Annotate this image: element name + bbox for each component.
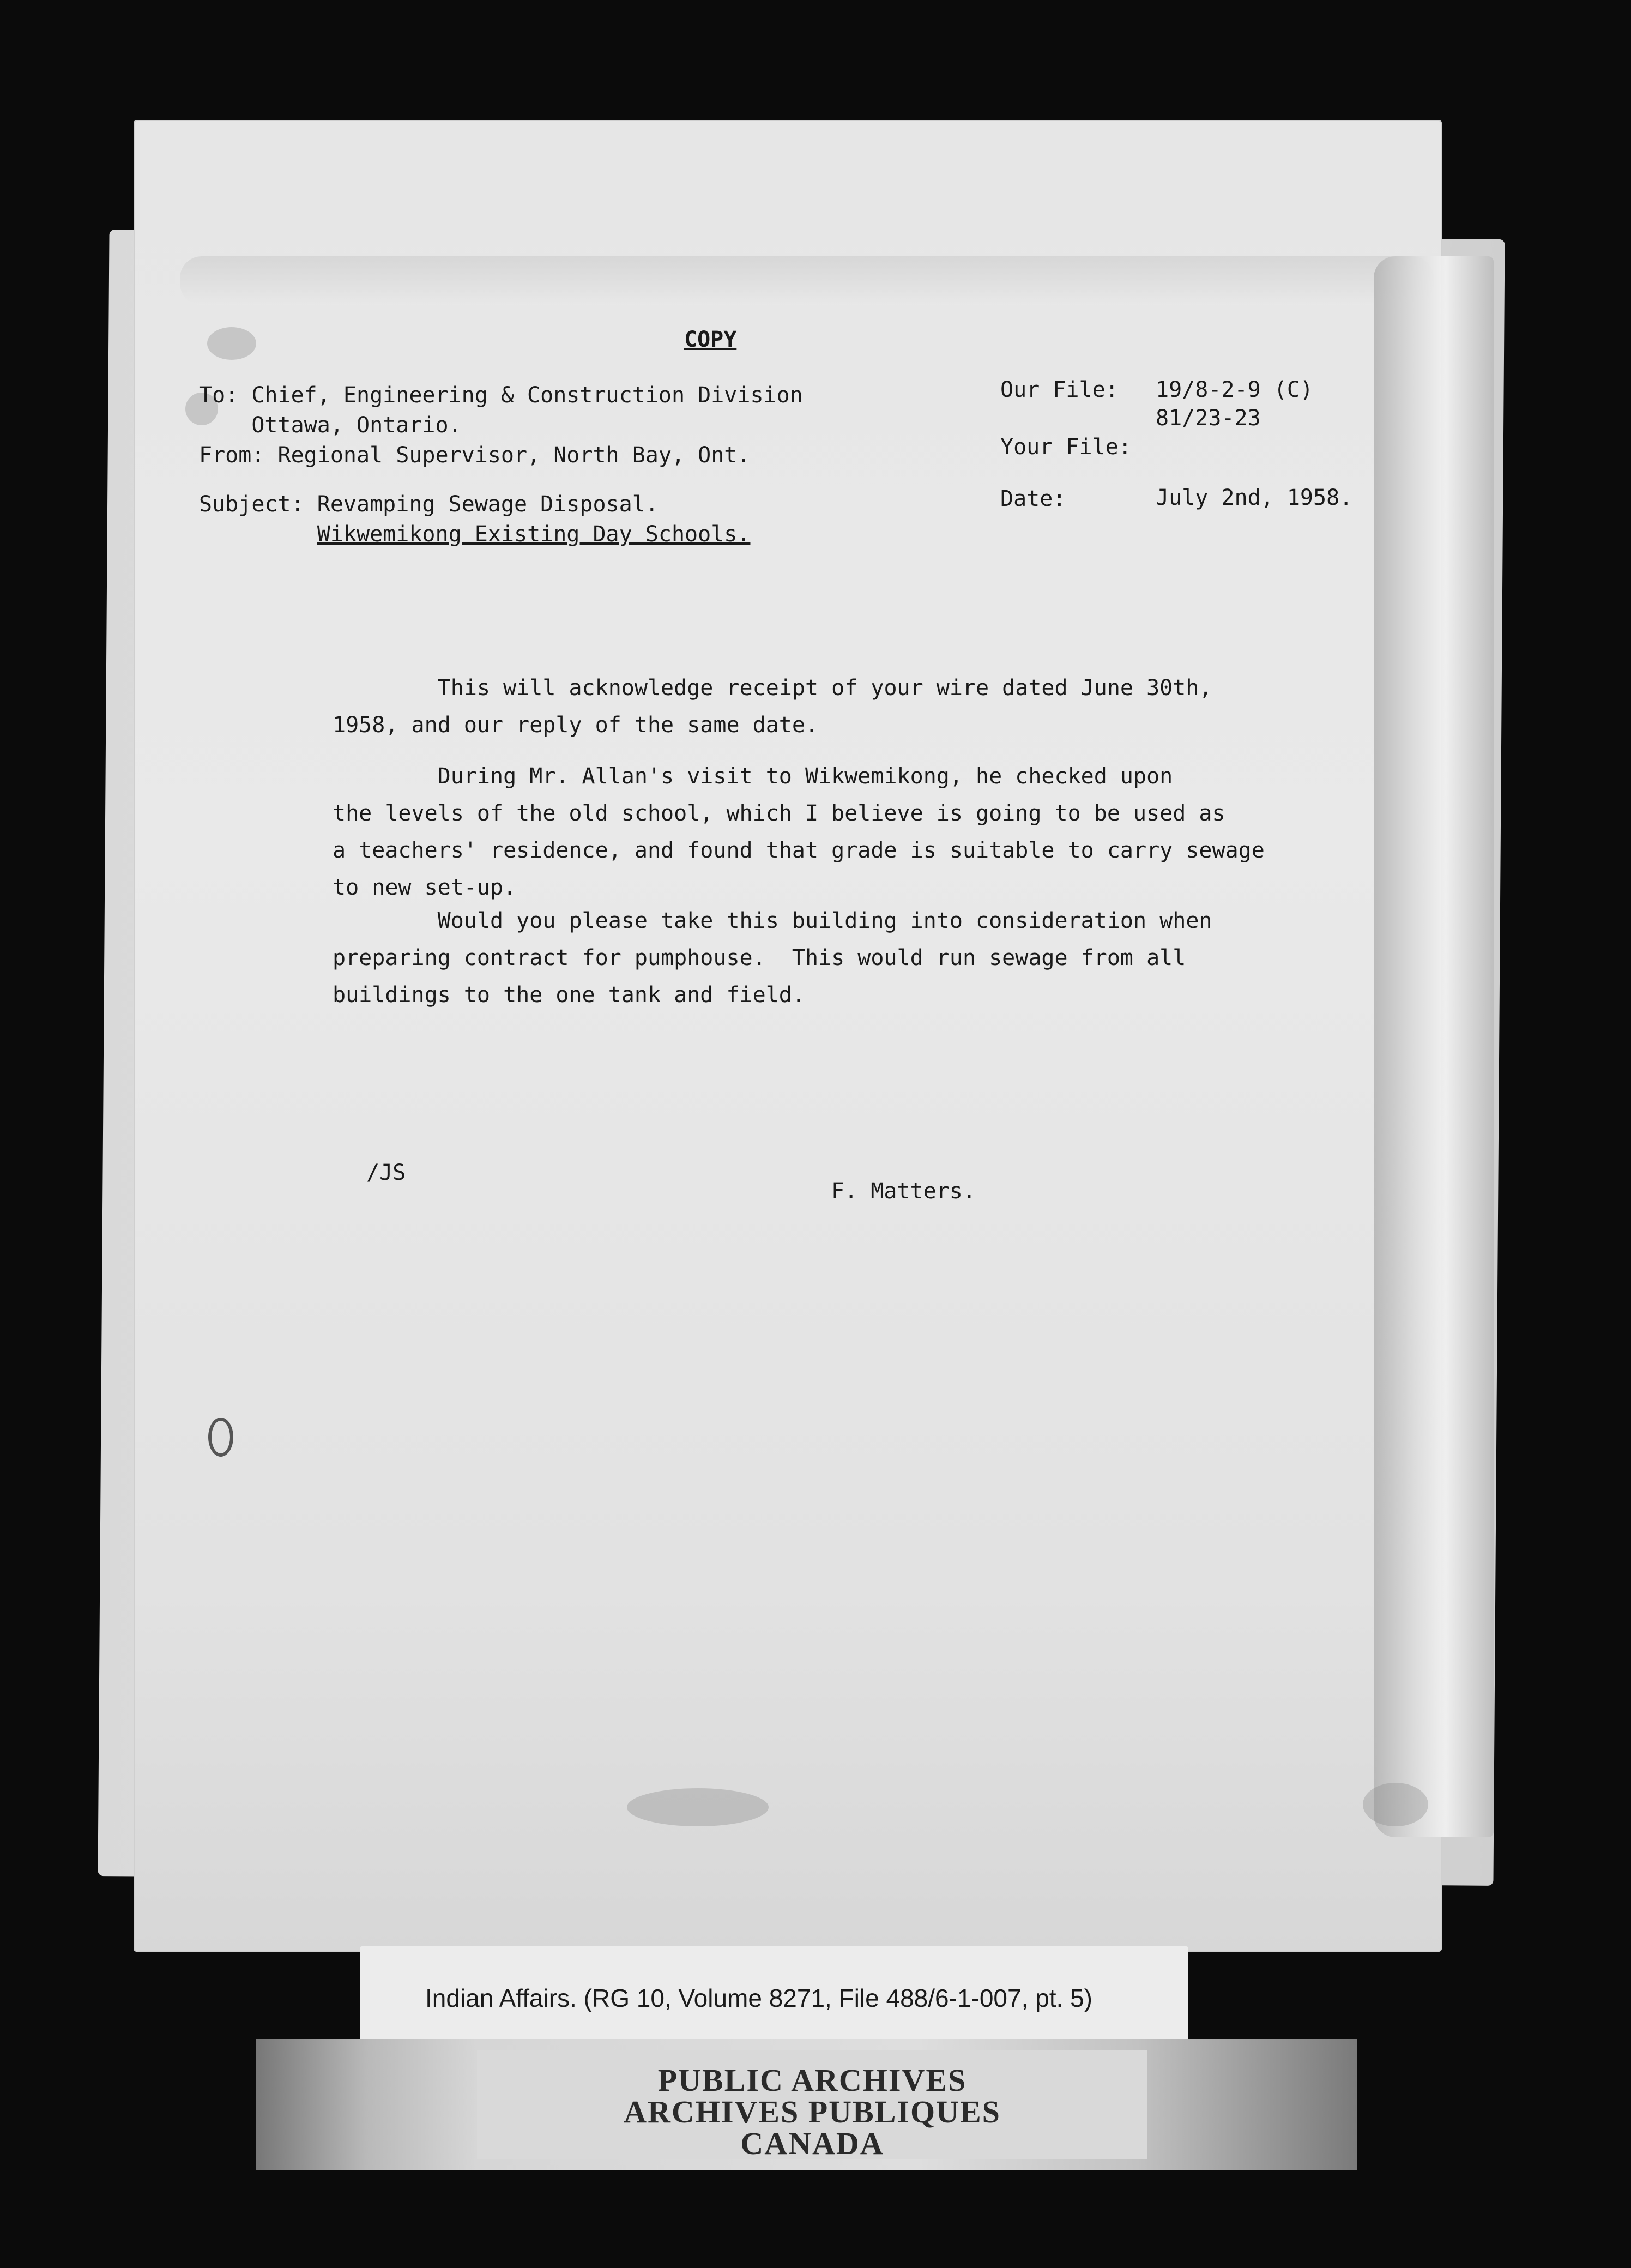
tape-strip bbox=[180, 256, 1434, 305]
subject-school: Wikwemikong Existing Day Schools. bbox=[317, 522, 751, 547]
subject-line-2 bbox=[199, 521, 750, 548]
paragraph-3: Would you please take this building into consideration when preparing contract for pumphouse. This would run sewage from all buildings to the one tank and field. bbox=[333, 908, 1212, 1008]
to-line: To: Chief, Engineering & Construction Division bbox=[199, 383, 803, 408]
paragraph-2: During Mr. Allan's visit to Wikwemikong, he checked upon the levels of the old school, which I believe is going to be used as a teachers' residence, and found that grade is suitable to carry sewage to new set-up. bbox=[333, 764, 1265, 900]
punch-hole bbox=[208, 1417, 233, 1457]
stain-mark bbox=[207, 327, 256, 360]
document-heading: COPY bbox=[684, 327, 737, 352]
subject-line: Subject: Revamping Sewage Disposal. bbox=[199, 492, 659, 517]
typist-initials: /JS bbox=[366, 1160, 406, 1185]
to-city: Ottawa, Ontario. bbox=[199, 413, 462, 438]
archive-stamp bbox=[477, 2050, 1147, 2159]
our-file-value: 19/8-2-9 (C) bbox=[1156, 377, 1313, 402]
stamp-line-2: ARCHIVES PUBLIQUES bbox=[624, 2094, 1001, 2130]
from-line: From: Regional Supervisor, North Bay, Ont. bbox=[199, 443, 751, 468]
stain-mark bbox=[627, 1788, 769, 1826]
your-file-label: Your File: bbox=[1000, 435, 1132, 460]
date-value: July 2nd, 1958. bbox=[1156, 485, 1353, 510]
stamp-line-3: CANADA bbox=[740, 2126, 884, 2161]
subject-indent bbox=[199, 522, 317, 547]
curled-edge bbox=[1374, 256, 1494, 1837]
paragraph-1: This will acknowledge receipt of your wire dated June 30th, 1958, and our reply of the same date. bbox=[333, 675, 1212, 738]
our-file-label: Our File: bbox=[1000, 377, 1119, 402]
stain-mark bbox=[1363, 1783, 1428, 1826]
archive-stamp-strip bbox=[256, 2039, 1357, 2170]
our-file-value-2: 81/23-23 bbox=[1156, 406, 1261, 431]
archive-reference: Indian Affairs. (RG 10, Volume 8271, File 488/6-1-007, pt. 5) bbox=[425, 1984, 1092, 2012]
signature: F. Matters. bbox=[831, 1179, 976, 1204]
date-label: Date: bbox=[1000, 486, 1066, 511]
stamp-line-1: PUBLIC ARCHIVES bbox=[657, 2062, 967, 2098]
